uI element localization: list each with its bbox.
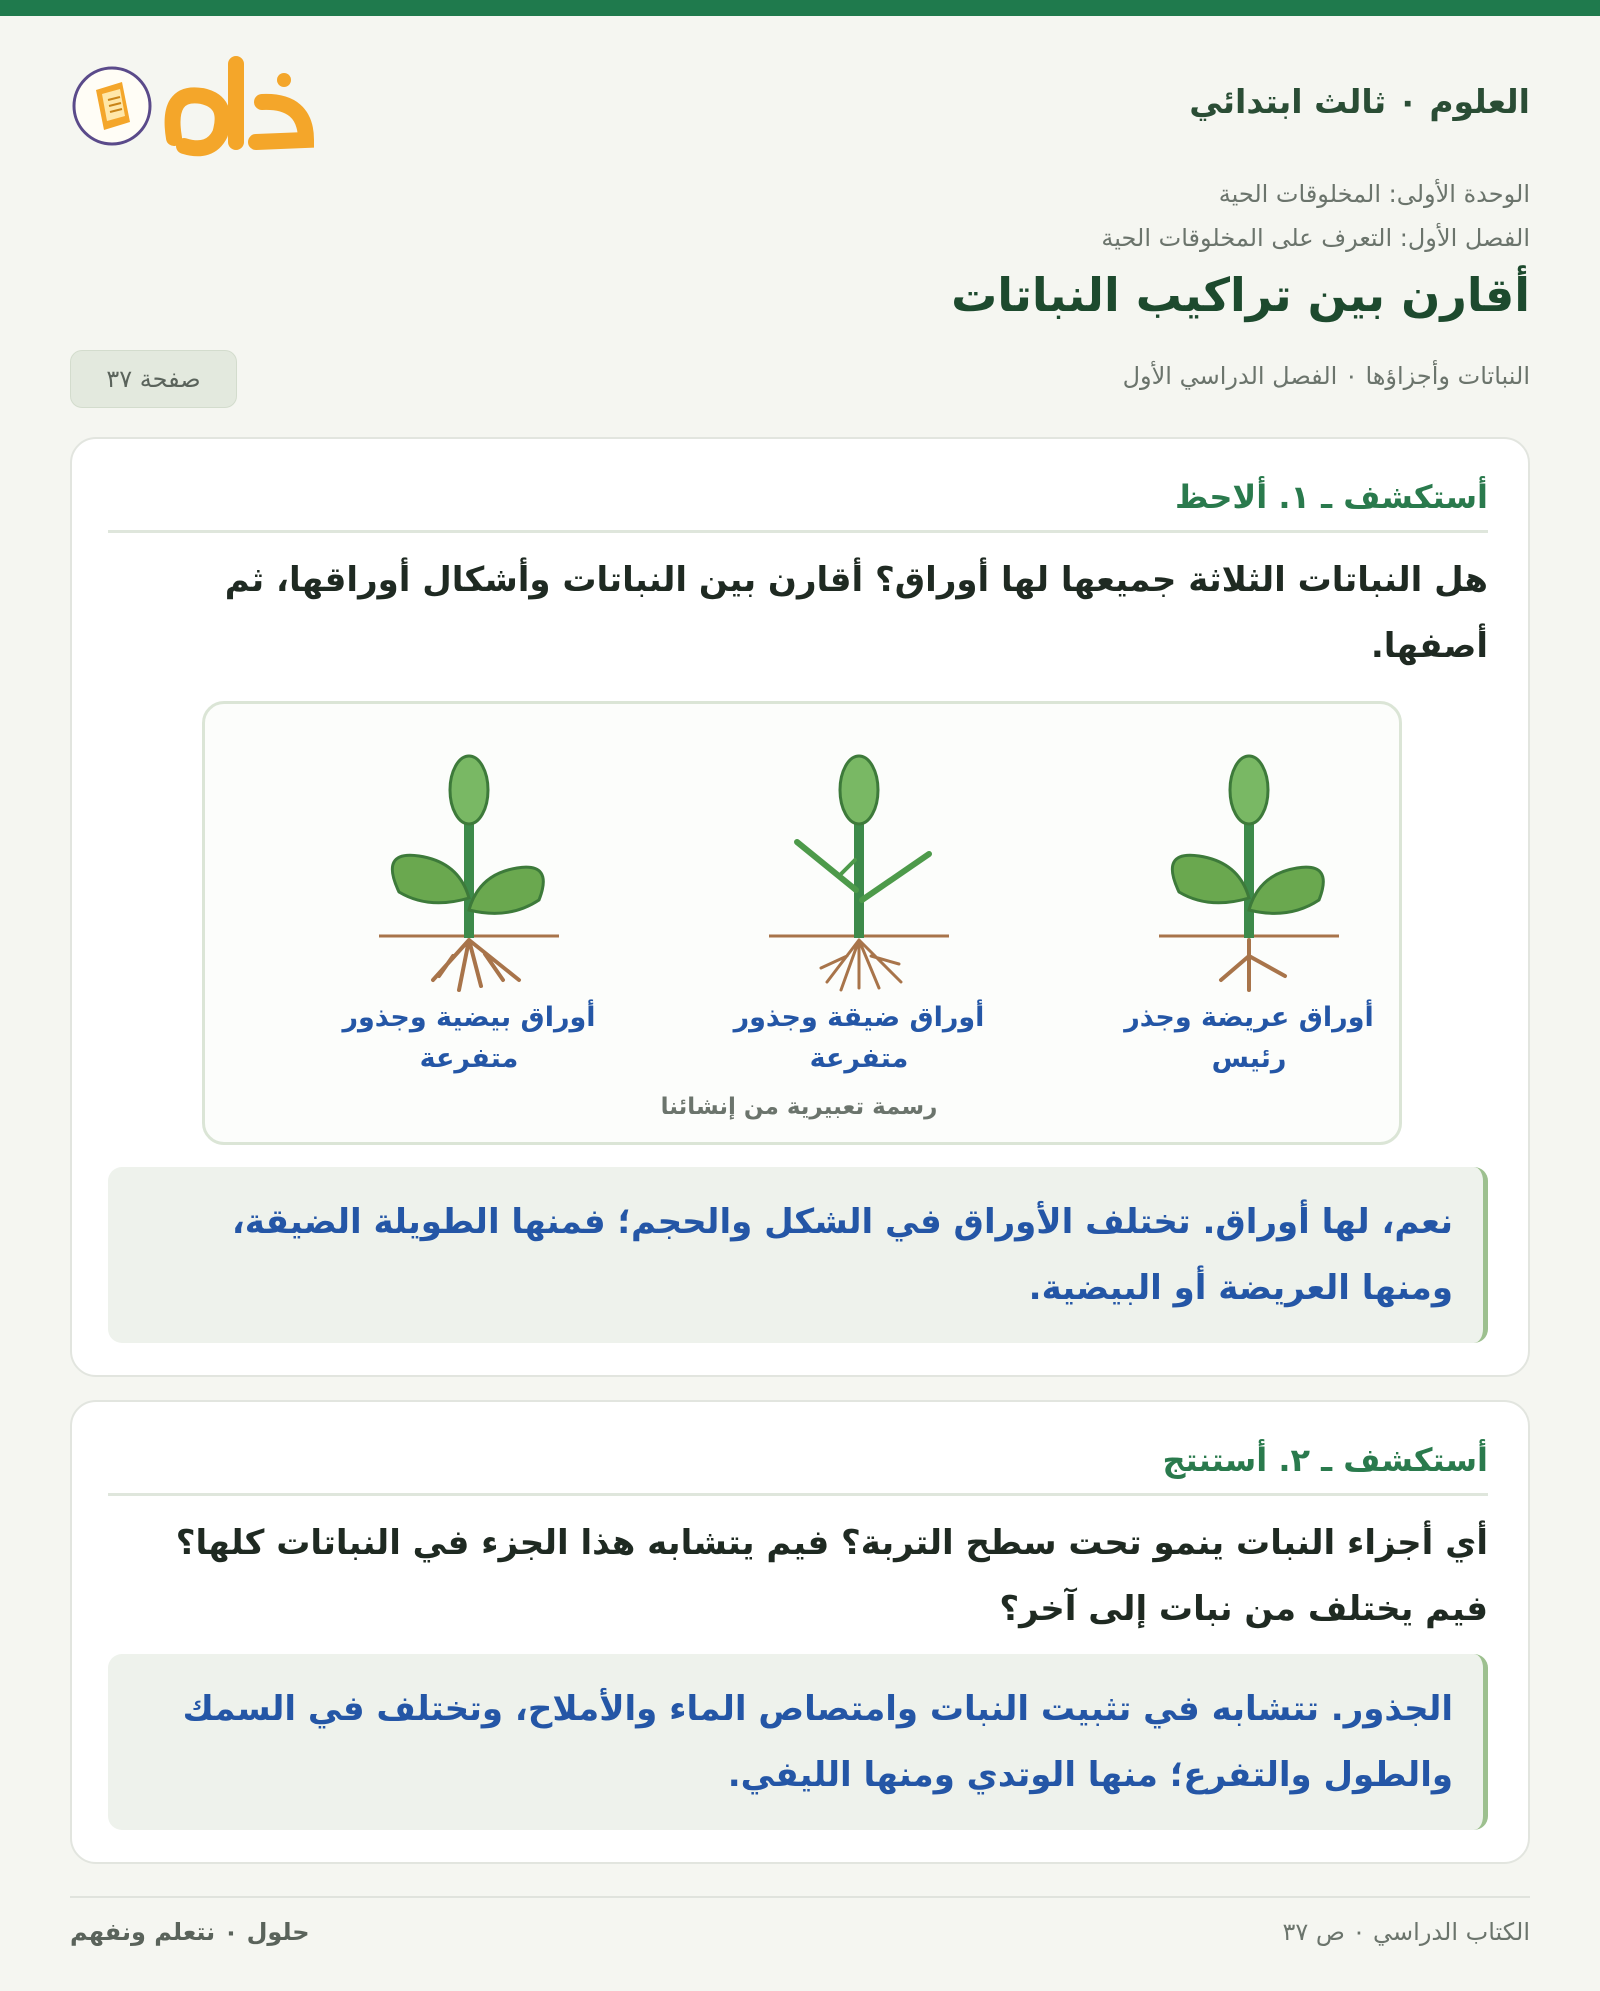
top-accent-bar (0, 0, 1600, 16)
plant-item (709, 750, 1009, 1090)
plant-label: أوراق ضيقة وجذور متفرعة (733, 1002, 985, 1074)
section-heading: أستكشف ـ ١. ألاحظ (108, 469, 1488, 533)
answer-box: نعم، لها أوراق. تختلف الأوراق في الشكل والحجم؛ فمنها الطويلة الضيقة، ومنها العريضة أو البيضية. (108, 1167, 1488, 1343)
page-title: أقارن بين تراكيب النباتات (951, 268, 1530, 322)
exercise-card-observe (70, 437, 1530, 1377)
footer-divider (70, 1896, 1530, 1898)
plant-item (1099, 750, 1399, 1090)
hulool-logo (70, 50, 340, 160)
subject-title: العلوم ٠ ثالث ابتدائي (1189, 82, 1530, 121)
broad-leaf-taproot-plant-icon (1149, 750, 1349, 995)
footer-brand: حلول ٠ نتعلم ونفهم (70, 1918, 310, 1946)
exercise-card-conclude (70, 1400, 1530, 1864)
page-header (70, 50, 1530, 160)
narrow-leaf-fibrous-root-plant-icon (759, 750, 959, 995)
chapter-label: الفصل الأول: التعرف على المخلوقات الحية (1101, 224, 1530, 252)
answer-box: الجذور. تتشابه في تثبيت النبات وامتصاص الماء والأملاح، وتختلف في السمك والطول والتفرع؛ منها الوتدي ومنها الليفي. (108, 1654, 1488, 1830)
question-text: أي أجزاء النبات ينمو تحت سطح التربة؟ فيم يتشابه هذا الجزء في النباتات كلها؟ فيم يختلف من نبات إلى آخر؟ (175, 1523, 1488, 1629)
figure-caption: رسمة تعبيرية من إنشائنا (660, 1094, 938, 1120)
unit-label: الوحدة الأولى: المخلوقات الحية (1218, 180, 1530, 208)
question-text: هل النباتات الثلاثة جميعها لها أوراق؟ أقارن بين النباتات وأشكال أوراقها، ثم أصفها. (224, 560, 1488, 666)
oval-leaf-branched-root-plant-icon (369, 750, 569, 995)
plant-item (319, 750, 619, 1090)
breadcrumb (530, 172, 1530, 260)
plant-label: أوراق بيضية وجذور متفرعة (342, 1002, 596, 1074)
lesson-subline: النباتات وأجزاؤها ٠ الفصل الدراسي الأول (1122, 362, 1530, 390)
page-number-badge: صفحة ٣٧ (70, 350, 237, 408)
footer-page-ref: الكتاب الدراسي ٠ ص ٣٧ (1282, 1918, 1530, 1946)
plants-figure (202, 701, 1402, 1145)
section-heading: أستكشف ـ ٢. أستنتج (108, 1432, 1488, 1496)
plant-label: أوراق عريضة وجذر رئيس (1124, 1002, 1374, 1074)
